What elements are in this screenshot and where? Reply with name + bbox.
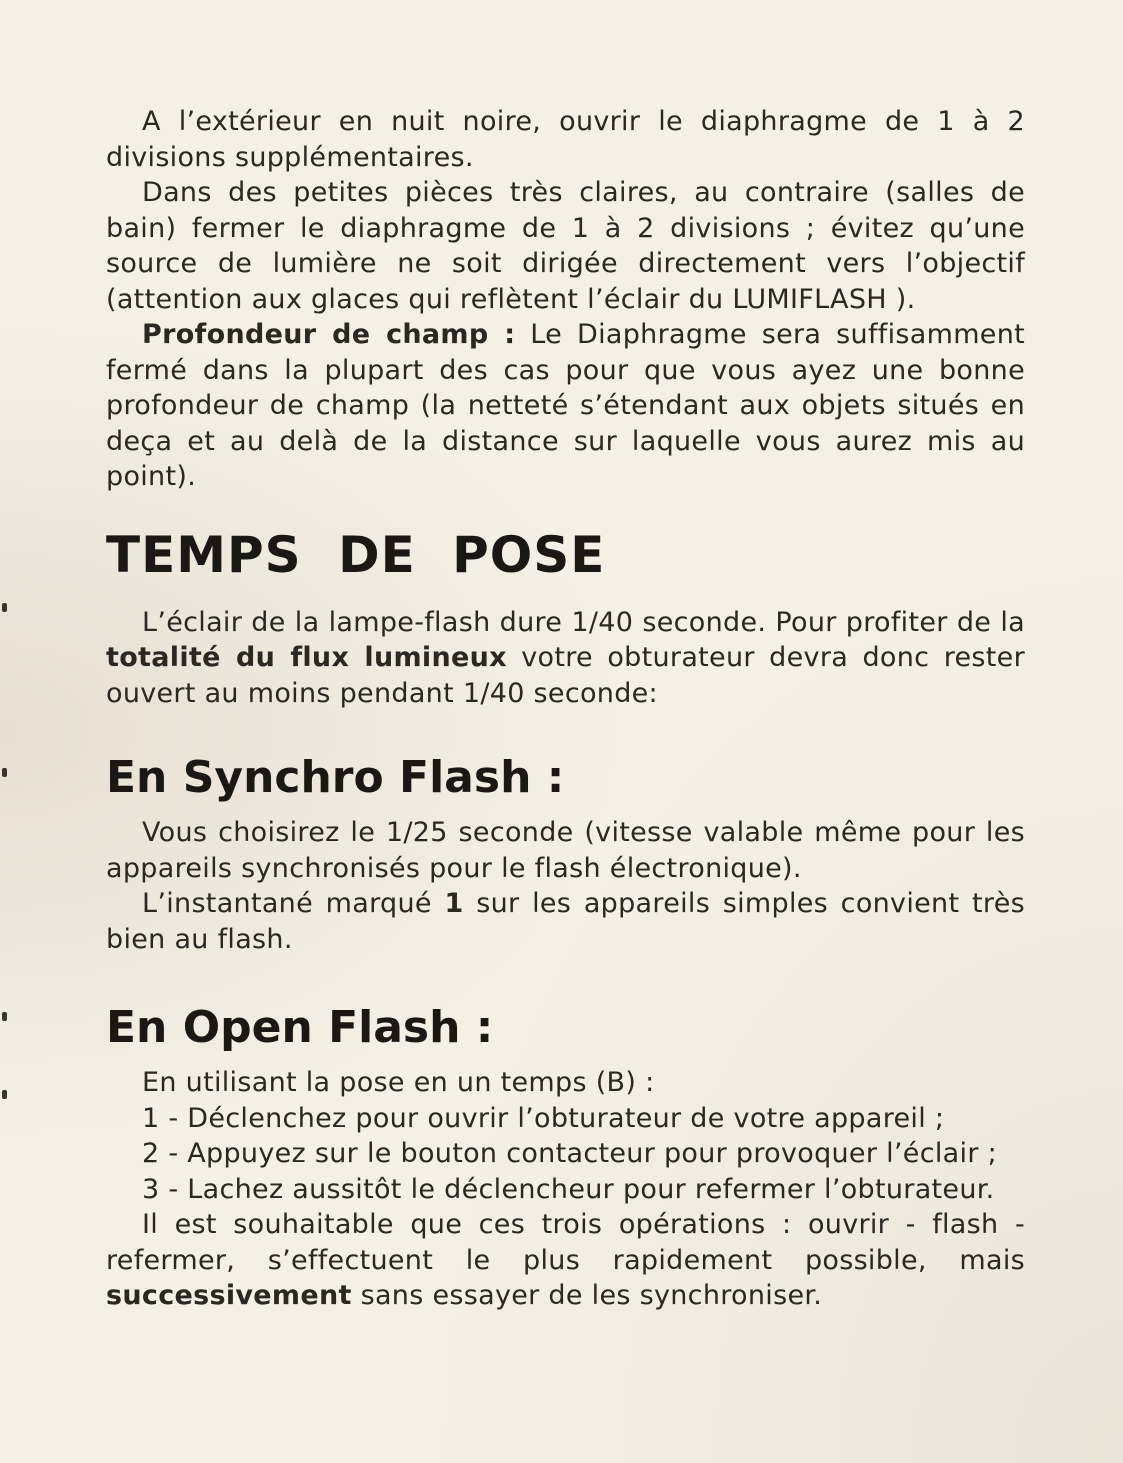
temps-de-pose-text-b: votre obturateur devra donc rester ouvert au moins pendant 1/40 seconde:: [106, 642, 1025, 709]
synchro-emphasis: 1: [444, 888, 464, 919]
open-flash-section: [106, 1065, 1025, 1314]
synchro-text-a: L’instantané marqué: [142, 888, 445, 919]
open-flash-step: 3 - Lachez aussitôt le déclencheur pour refermer l’obturateur.: [142, 1173, 995, 1205]
synchro-paragraph-instant: [106, 886, 1025, 957]
intro-paragraph-small-rooms: Dans des petites pièces très claires, au contraire (salles de bain) fermer le diaphragme de 1 à 2 divisions ; évitez qu’une source de lumière ne soit dirigée directement vers l’objectif (attention aux glaces qui reflètent l’éclair du LUMIFLASH ).: [106, 177, 1025, 315]
temps-de-pose-paragraph: [106, 605, 1025, 712]
depth-of-field-label: Profondeur de champ :: [142, 319, 516, 350]
synchro-text-b: sur les appareils simples convient très bien au flash.: [106, 888, 1025, 955]
temps-de-pose-section: [106, 605, 1025, 712]
synchro-paragraph-speed: Vous choisirez le 1/25 seconde (vitesse valable même pour les appareils synchronisés pour le flash électronique).: [106, 817, 1025, 884]
open-flash-step: 1 - Déclenchez pour ouvrir l’obturateur de votre appareil ;: [142, 1102, 945, 1134]
intro-paragraph-exterior: A l’extérieur en nuit noire, ouvrir le diaphragme de 1 à 2 divisions supplémentaires.: [106, 106, 1025, 173]
open-flash-final-paragraph: [106, 1207, 1025, 1314]
depth-of-field-text: Le Diaphragme sera suffisamment fermé dans la plupart des cas pour que vous ayez une bonne profondeur de champ (la netteté s’étendant aux objets situés en deça et au delà de la distance sur laquelle vous aurez mis au point).: [106, 319, 1025, 492]
intro-section: [106, 104, 1025, 495]
synchro-flash-section: [106, 815, 1025, 957]
edge-mark: [2, 1090, 7, 1099]
heading-open-flash: En Open Flash :: [106, 1002, 494, 1053]
open-flash-step: 2 - Appuyez sur le bouton contacteur pour provoquer l’éclair ;: [142, 1138, 997, 1169]
edge-mark: [2, 768, 7, 777]
temps-de-pose-text-a: L’éclair de la lampe-flash dure 1/40 seconde. Pour profiter de la: [142, 606, 1025, 638]
heading-synchro-flash: En Synchro Flash :: [106, 752, 565, 803]
intro-paragraph-depth-of-field: [106, 317, 1025, 495]
edge-mark: [2, 1012, 7, 1021]
open-flash-intro: En utilisant la pose en un temps (B) :: [142, 1067, 655, 1098]
edge-mark: [2, 603, 7, 612]
heading-temps-de-pose: TEMPS DE POSE: [106, 525, 606, 584]
open-flash-emphasis: successivement: [106, 1280, 352, 1311]
open-flash-final-text-a: Il est souhaitable que ces trois opérations : ouvrir - flash - refermer, s’effectuent le plus rapidement possible, mais: [106, 1209, 1025, 1276]
open-flash-final-text-b: sans essayer de les synchroniser.: [351, 1280, 823, 1311]
temps-de-pose-emphasis: totalité du flux lumineux: [106, 642, 507, 673]
